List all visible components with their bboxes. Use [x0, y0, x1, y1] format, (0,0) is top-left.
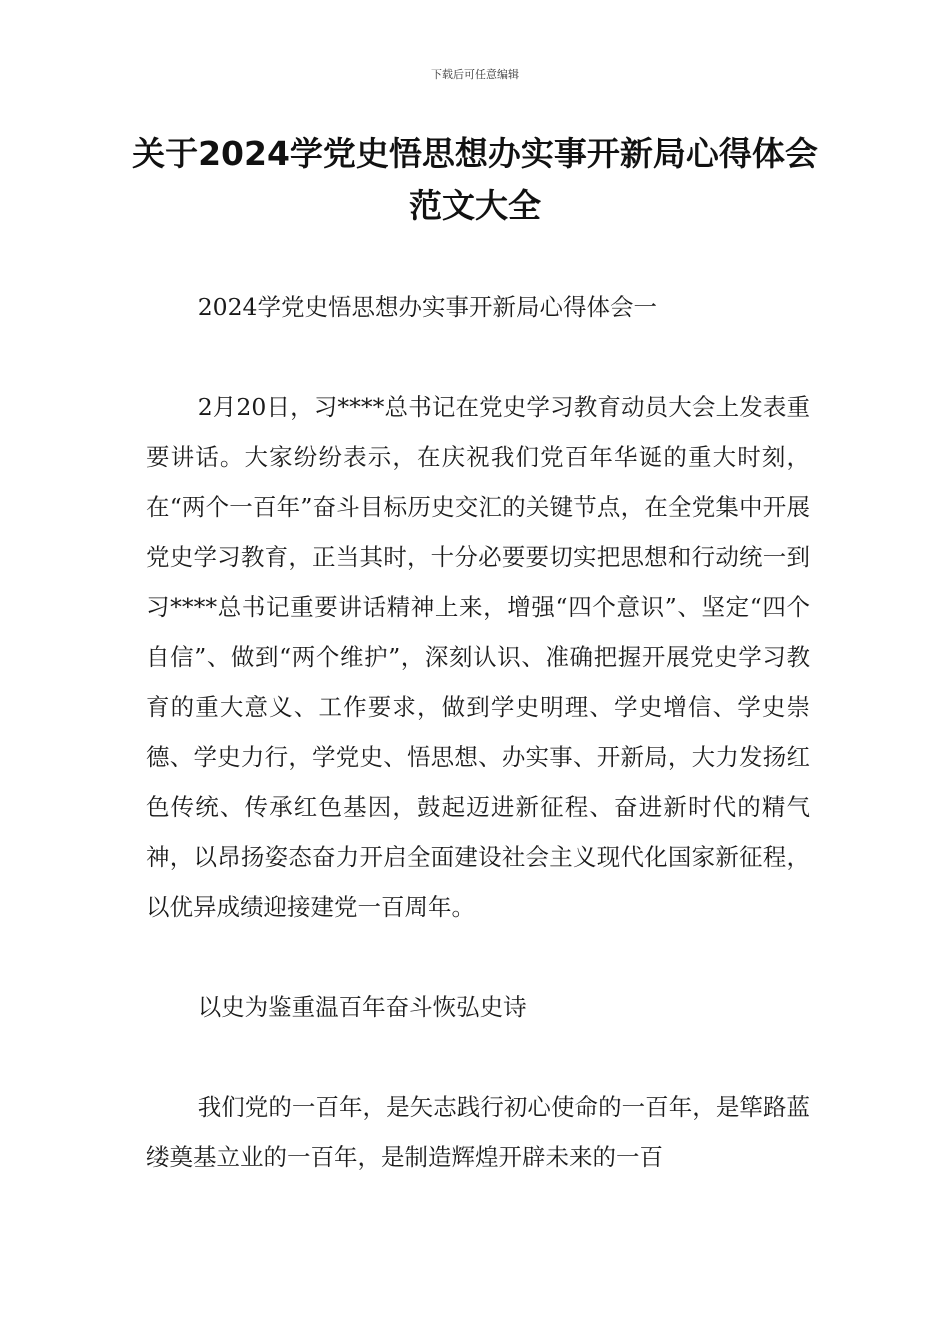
paragraph-gap — [146, 332, 810, 382]
subheading-1: 2024学党史悟思想办实事开新局心得体会一 — [197, 293, 657, 321]
subheading-2: 以史为鉴重温百年奋斗恢弘史诗 — [197, 993, 527, 1021]
header-note: 下载后可任意编辑 — [431, 68, 519, 81]
paragraph-1: 2月20日，习****总书记在党史学习教育动员大会上发表重要讲话。大家纷纷表示，在庆祝我们党百年华诞的重大时刻，在“两个一百年”奋斗目标历史交汇的关键节点，在全党集中开展党史学习教育，正当其时，十分必要要切实把思想和行动统一到习****总书记重要讲话精神上来，增强“四个意识”、坚定“四个自信”、做到“两个维护”，深刻认识、准确把握开展党史学习教育的重大意义、工作要求，做到学史明理、学史增信、学史崇德、学史力行，学党史、悟思想、办实事、开新局，大力发扬红色传统、传承红色基因，鼓起迈进新征程、奋进新时代的精气神，以昂扬姿态奋力开启全面建设社会主义现代化国家新征程，以优异成绩迎接建党一百周年。 — [146, 393, 810, 921]
document-body — [146, 282, 810, 1182]
document-title: 关于2024学党史悟思想办实事开新局心得体会范文大全 — [132, 134, 818, 225]
paragraph-2: 我们党的一百年，是矢志践行初心使命的一百年，是筚路蓝缕奠基立业的一百年，是制造辉煌开辟未来的一百 — [146, 1093, 810, 1171]
paragraph-gap — [146, 932, 810, 982]
paragraph-gap — [146, 1032, 810, 1082]
